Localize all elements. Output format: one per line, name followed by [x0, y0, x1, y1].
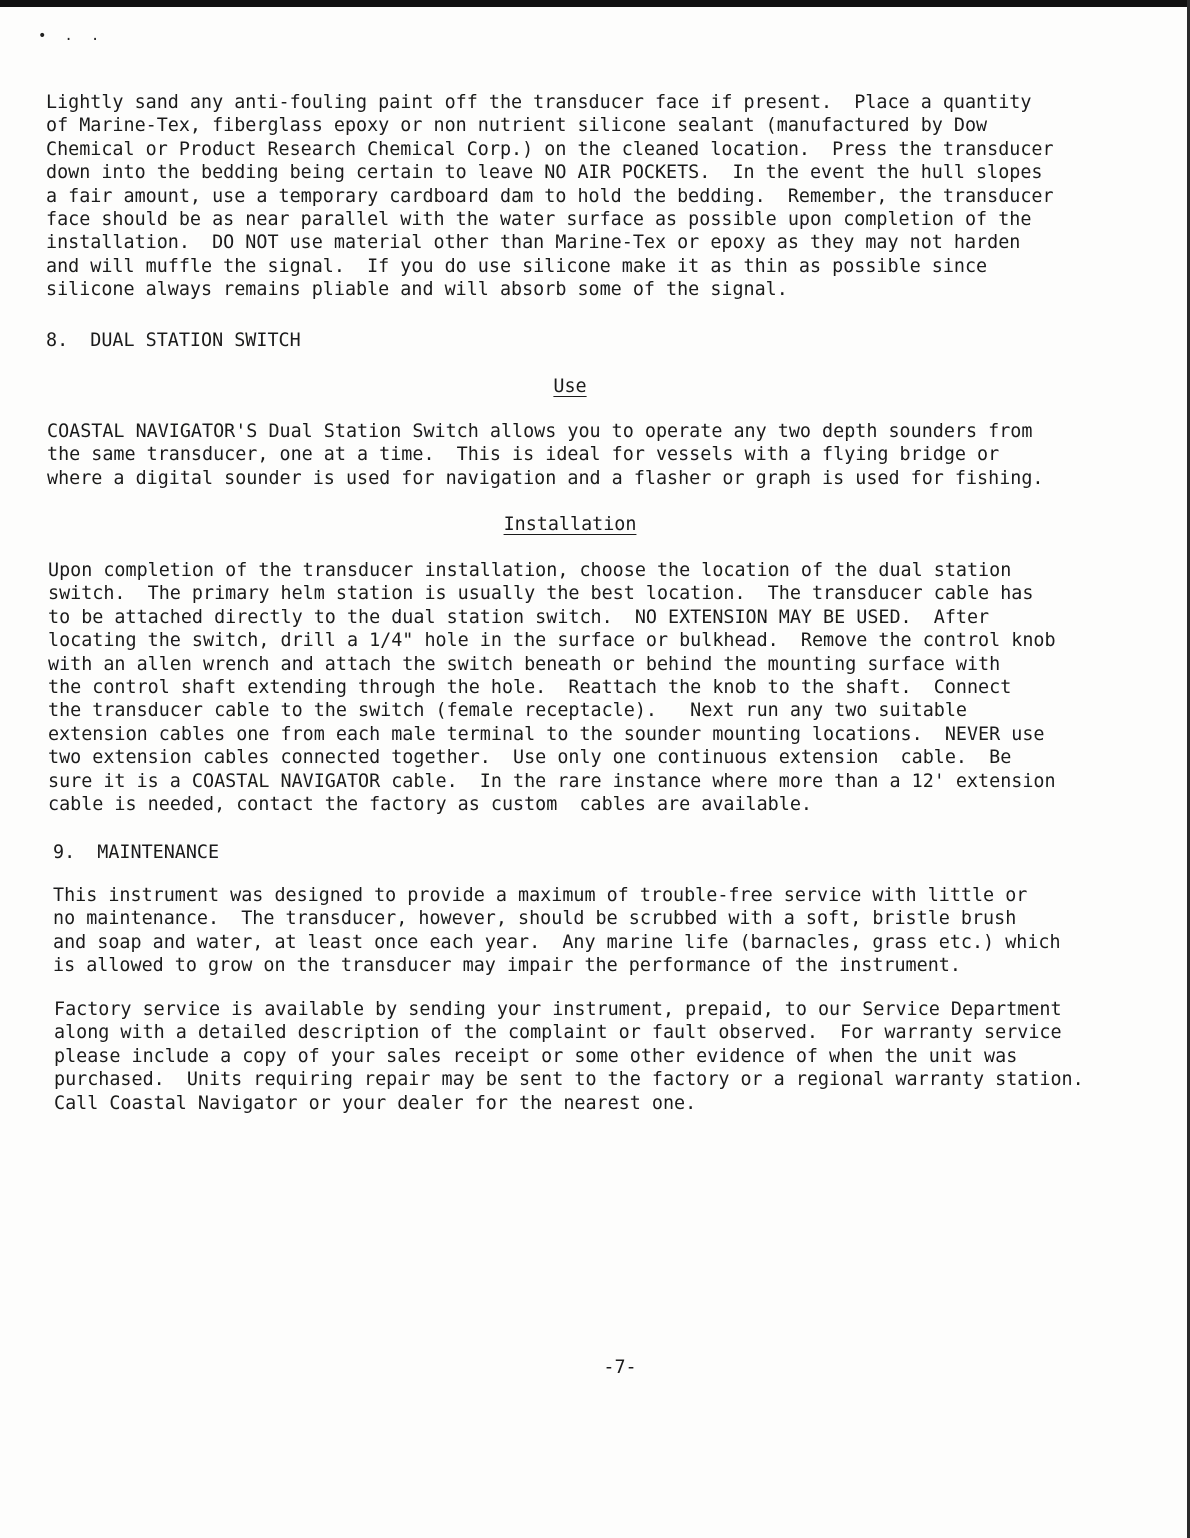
text-line: purchased. Units requiring repair may be sent to the factory or a regional warranty station.	[54, 1069, 1084, 1091]
text-line: Lightly sand any anti-fouling paint off the transducer face if present. Place a quantity	[46, 92, 1032, 113]
text-line: two extension cables connected together. Use only one continuous extension cable. Be	[48, 747, 1012, 769]
text-line: Chemical or Product Research Chemical Corp.) on the cleaned location. Press the transducer	[46, 138, 1054, 160]
paragraph-use	[47, 420, 1117, 490]
text-line: with an allen wrench and attach the switch beneath or behind the mounting surface with	[48, 653, 1001, 675]
page-number: -7-	[603, 1357, 637, 1378]
text-line: the control shaft extending through the hole. Reattach the knob to the shaft. Connect	[48, 676, 1012, 698]
text-line: a fair amount, use a temporary cardboard dam to hold the bedding. Remember, the transducer	[46, 185, 1054, 207]
section-heading-dual-station-switch: 8. DUAL STATION SWITCH	[46, 330, 301, 351]
text-line: silicone always remains pliable and will absorb some of the signal.	[46, 279, 788, 301]
text-line: COASTAL NAVIGATOR'S Dual Station Switch allows you to operate any two depth sounders from	[47, 421, 1033, 442]
text-line: sure it is a COASTAL NAVIGATOR cable. In the rare instance where more than a 12' extension	[48, 770, 1056, 792]
text-line: of Marine-Tex, fiberglass epoxy or non nutrient silicone sealant (manufactured by Dow	[46, 115, 988, 137]
text-line: Factory service is available by sending your instrument, prepaid, to our Service Department	[54, 999, 1062, 1020]
text-line: and will muffle the signal. If you do use silicone make it as thin as possible since	[46, 255, 988, 277]
text-line: and soap and water, at least once each year. Any marine life (barnacles, grass etc.) which	[53, 931, 1061, 953]
subheading-use-text: Use	[553, 376, 587, 397]
text-line: installation. DO NOT use material other than Marine-Tex or epoxy as they may not harden	[46, 232, 1021, 254]
subheading-use	[0, 375, 1140, 398]
text-line: to be attached directly to the dual station switch. NO EXTENSION MAY BE USED. After	[48, 606, 990, 628]
text-line: the same transducer, one at a time. This is ideal for vessels with a flying bridge or	[47, 444, 1000, 466]
text-line: where a digital sounder is used for navigation and a flasher or graph is used for fishing.	[47, 467, 1044, 489]
scan-speck-marks: •..	[38, 28, 118, 44]
text-line: please include a copy of your sales receipt or some other evidence of when the unit was	[54, 1045, 1018, 1067]
text-line: along with a detailed description of the complaint or fault observed. For warranty service	[54, 1022, 1062, 1044]
text-line: Call Coastal Navigator or your dealer for the nearest one.	[54, 1092, 697, 1114]
text-line: switch. The primary helm station is usually the best location. The transducer cable has	[48, 583, 1034, 605]
text-line: locating the switch, drill a 1/4" hole in the surface or bulkhead. Remove the control knob	[48, 630, 1056, 652]
paragraph-installation	[48, 559, 1118, 816]
subheading-installation	[0, 513, 1140, 536]
text-line: extension cables one from each male terminal to the sounder mounting locations. NEVER use	[48, 723, 1045, 745]
text-line: face should be as near parallel with the water surface as possible upon completion of the	[46, 208, 1032, 230]
scan-top-edge	[0, 0, 1190, 7]
paragraph-bedding	[46, 91, 1116, 302]
text-line: is allowed to grow on the transducer may impair the performance of the instrument.	[53, 955, 961, 977]
subheading-installation-text: Installation	[503, 514, 637, 535]
text-line: Upon completion of the transducer installation, choose the location of the dual station	[48, 560, 1012, 581]
text-line: This instrument was designed to provide a maximum of trouble-free service with little or	[53, 885, 1028, 906]
text-line: the transducer cable to the switch (female receptacle). Next run any two suitable	[48, 700, 967, 722]
text-line: down into the bedding being certain to leave NO AIR POCKETS. In the event the hull slopes	[46, 162, 1043, 184]
paragraph-maintenance	[53, 884, 1123, 978]
paragraph-service	[54, 998, 1124, 1115]
text-line: cable is needed, contact the factory as custom cables are available.	[48, 793, 812, 815]
section-heading-maintenance: 9. MAINTENANCE	[53, 842, 220, 863]
text-line: no maintenance. The transducer, however, should be scrubbed with a soft, bristle brush	[53, 908, 1017, 930]
